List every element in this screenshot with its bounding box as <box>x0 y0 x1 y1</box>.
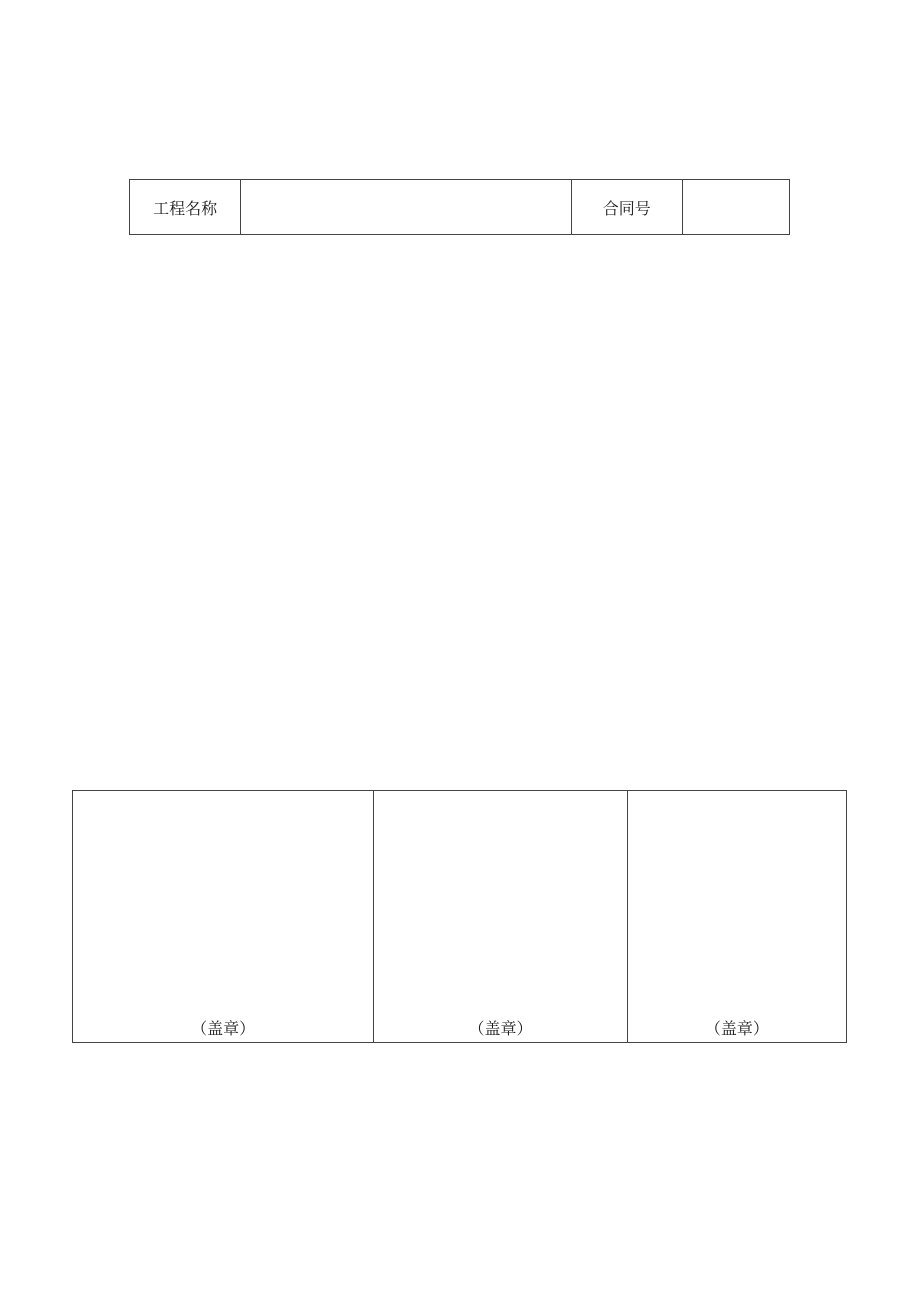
project-info-row <box>130 180 790 235</box>
signature-cell-2 <box>374 791 627 1043</box>
contract-no-label: 合同号 <box>571 180 682 235</box>
seal-label: （盖章） <box>704 1019 769 1038</box>
seal-label: （盖章） <box>468 1019 533 1038</box>
seal-label: （盖章） <box>191 1019 256 1038</box>
signature-cell-1 <box>73 791 374 1043</box>
signature-table <box>72 790 847 1043</box>
contract-no-field[interactable] <box>682 180 789 235</box>
signature-cell-3 <box>627 791 846 1043</box>
project-info-table <box>129 179 790 235</box>
project-name-label: 工程名称 <box>130 180 241 235</box>
project-name-field[interactable] <box>241 180 572 235</box>
signature-row <box>73 791 847 1043</box>
